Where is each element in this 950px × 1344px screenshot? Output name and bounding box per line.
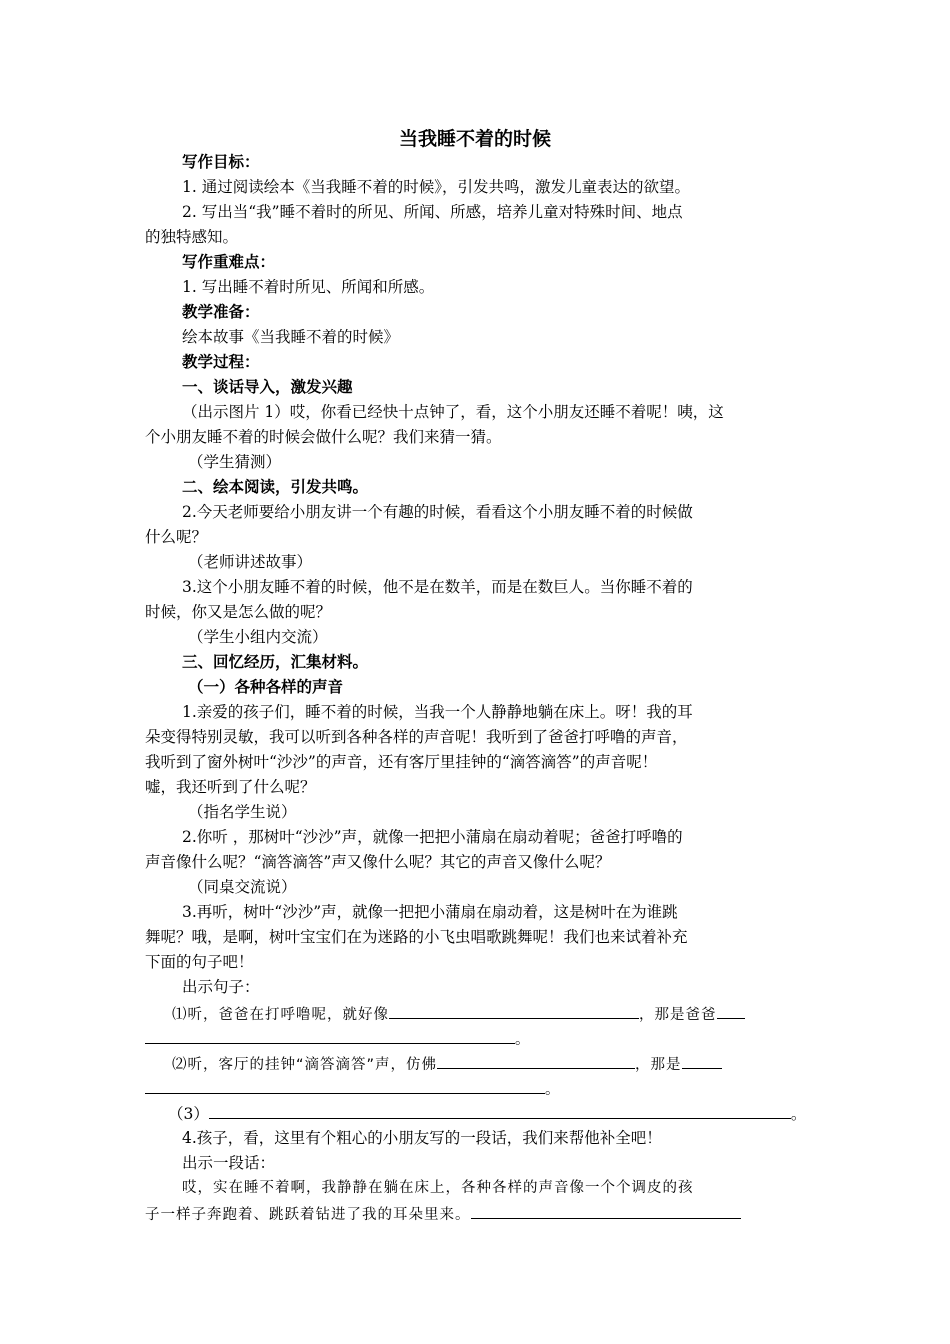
goal-item-2-cont: 的独特感知。	[145, 228, 239, 246]
exercise-3-end: 。	[790, 1105, 807, 1123]
section-2-note-1: （老师讲述故事）	[188, 553, 313, 571]
section-3-para-1-cont-b: 我听到了窗外树叶“沙沙”的声音，还有客厅里挂钟的“滴答滴答”的声音呢！	[145, 753, 658, 771]
section-3-para-3-cont-a: 舞呢？哦，是啊，树叶宝宝们在为迷路的小飞虫唱歌跳舞呢！我们也来试着补充	[145, 928, 688, 946]
exercise-1-blank-c[interactable]	[145, 1026, 515, 1044]
section-2-para-2-cont: 什么呢？	[145, 528, 208, 546]
goal-item-2: 2. 写出当“我”睡不着时的所见、所闻、所感，培养儿童对特殊时间、地点	[182, 203, 683, 221]
difficulty-heading: 写作重难点：	[182, 253, 276, 271]
section-2-note-2: （学生小组内交流）	[188, 628, 328, 646]
exercise-3-label: （3）	[168, 1105, 209, 1123]
exercise-1-text-b: ，那是爸爸	[639, 1007, 717, 1023]
show-paragraph-label: 出示一段话：	[182, 1154, 276, 1172]
difficulty-item-1: 1. 写出睡不着时所见、所闻和所感。	[182, 278, 435, 296]
page-title: 当我睡不着的时候	[398, 128, 551, 150]
exercise-1-end: 。	[515, 1032, 531, 1048]
exercise-2-text-b: ，那是	[635, 1057, 682, 1073]
sample-paragraph-blank[interactable]	[471, 1201, 741, 1219]
section-2-para-2: 2.今天老师要给小朋友讲一个有趣的时候，看看这个小朋友睡不着的时候做	[182, 503, 693, 521]
exercise-2-blank-c[interactable]	[145, 1076, 545, 1094]
section-2-para-3: 3.这个小朋友睡不着的时候，他不是在数羊，而是在数巨人。当你睡不着的	[182, 578, 693, 596]
exercise-2-text-a: ⑵听，客厅的挂钟“滴答滴答”声，仿佛	[172, 1057, 438, 1073]
exercise-2-cont	[145, 1076, 810, 1102]
exercise-1-cont	[145, 1026, 810, 1052]
exercise-3	[168, 1101, 810, 1126]
prep-item-1: 绘本故事《当我睡不着的时候》	[182, 328, 400, 346]
sample-paragraph-cont	[145, 1201, 810, 1227]
section-3-para-2: 2.你听 ，那树叶“沙沙”声，就像一把把小蒲扇在扇动着呢；爸爸打呼噜的	[182, 828, 683, 846]
exercise-2-end: 。	[545, 1082, 561, 1098]
section-1-para-cont: 个小朋友睡不着的时候会做什么呢？我们来猜一猜。	[145, 428, 502, 446]
section-3-heading: 三、回忆经历，汇集材料。	[182, 653, 369, 671]
section-3-note-2: （同桌交流说）	[188, 878, 297, 896]
goal-heading: 写作目标：	[182, 153, 260, 171]
exercise-1-text-a: ⑴听，爸爸在打呼噜呢，就好像	[172, 1007, 389, 1023]
prep-heading: 教学准备：	[182, 303, 260, 321]
section-3-note-1: （指名学生说）	[188, 803, 297, 821]
section-3-para-1-cont-a: 朵变得特别灵敏，我可以听到各种各样的声音呢！我听到了爸爸打呼噜的声音，	[145, 728, 688, 746]
section-3-para-3-cont-b: 下面的句子吧！	[145, 953, 254, 971]
section-3-subheading: （一）各种各样的声音	[188, 678, 344, 696]
exercise-2-blank-a[interactable]	[437, 1051, 635, 1069]
section-2-para-3-cont: 时候，你又是怎么做的呢？	[145, 603, 332, 621]
section-3-para-3: 3.再听，树叶“沙沙”声，就像一把把小蒲扇在扇动着，这是树叶在为谁跳	[182, 903, 678, 921]
section-1-para: （出示图片 1）哎，你看已经快十点钟了，看，这个小朋友还睡不着呢！咦，这	[182, 403, 724, 421]
exercise-1-blank-a[interactable]	[389, 1001, 639, 1019]
section-3-para-1-cont-c: 嘘，我还听到了什么呢？	[145, 778, 316, 796]
show-sentence-label: 出示句子：	[182, 978, 260, 996]
exercise-1	[172, 1001, 810, 1027]
goal-item-1: 1. 通过阅读绘本《当我睡不着的时候》，引发共鸣，激发儿童表达的欲望。	[182, 178, 690, 196]
section-2-heading: 二、绘本阅读，引发共鸣。	[182, 478, 369, 496]
exercise-2-blank-b[interactable]	[682, 1051, 722, 1069]
process-heading: 教学过程：	[182, 353, 260, 371]
section-3-para-4: 4.孩子，看，这里有个粗心的小朋友写的一段话，我们来帮他补全吧！	[182, 1129, 662, 1147]
section-3-para-2-cont: 声音像什么呢？“滴答滴答”声又像什么呢？其它的声音又像什么呢？	[145, 853, 611, 871]
section-1-note: （学生猜测）	[188, 453, 282, 471]
section-3-para-1: 1.亲爱的孩子们，睡不着的时候，当我一个人静静地躺在床上。呀！我的耳	[182, 703, 693, 721]
exercise-3-blank[interactable]	[209, 1101, 791, 1119]
exercise-1-blank-b[interactable]	[717, 1001, 745, 1019]
sample-paragraph: 哎，实在睡不着啊，我静静在躺在床上，各种各样的声音像一个个调皮的孩	[182, 1180, 694, 1196]
sample-paragraph-cont-text: 子一样子奔跑着、跳跃着钻进了我的耳朵里来。	[145, 1207, 471, 1223]
exercise-2	[172, 1051, 810, 1077]
section-1-heading: 一、谈话导入，激发兴趣	[182, 378, 353, 396]
